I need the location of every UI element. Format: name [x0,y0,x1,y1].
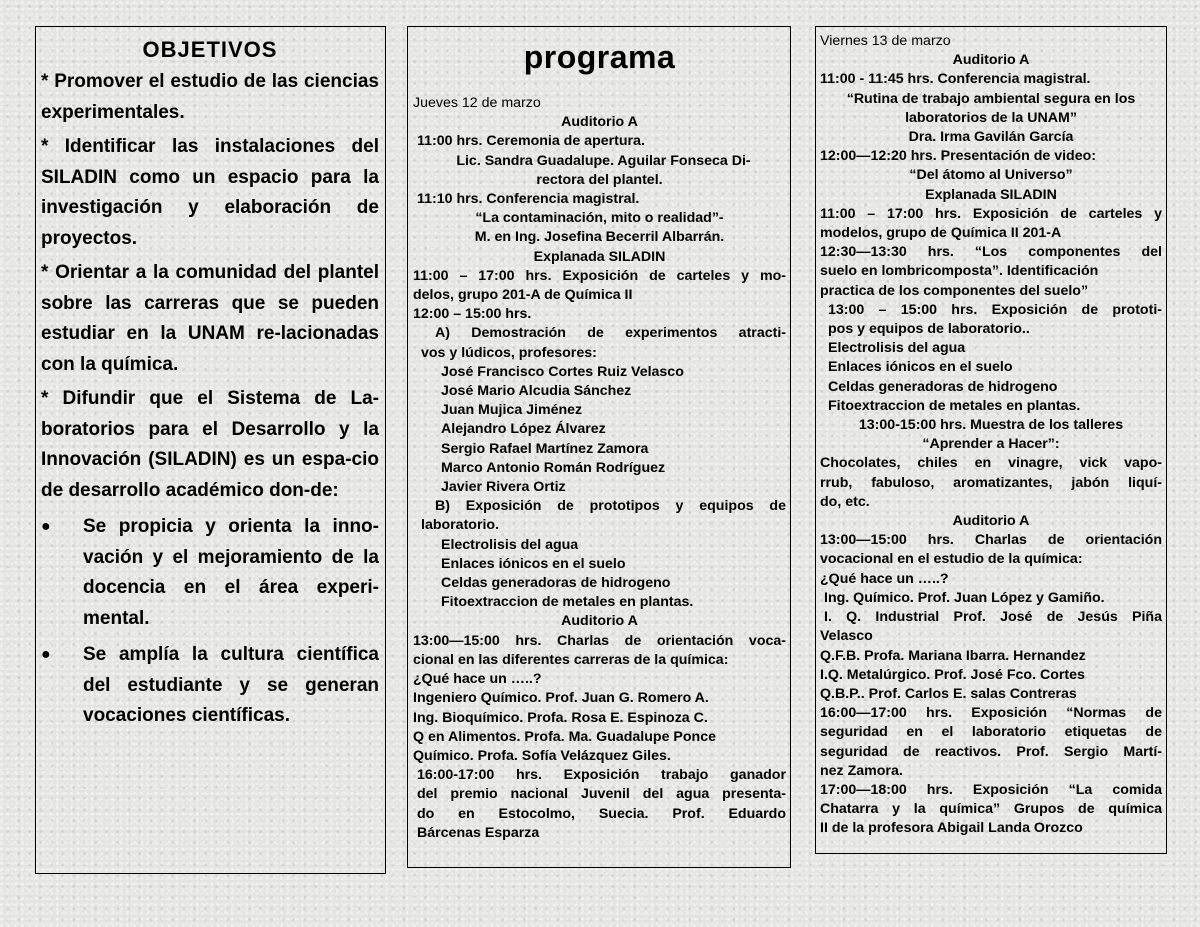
programa-title: programa [523,39,676,75]
programa-line: 17:00—18:00 hrs. Exposición “La comida [820,781,1162,798]
programa-line: seguridad de reactivos. Prof. Sergio Martí- [820,743,1162,760]
objetivo-4: * Difundir que el Sistema de La-boratorios para el Desarrollo y la Innovación (SILADIN) es un espa-cio de desarrollo académico don-de: [41,388,379,501]
programa-line: practica de los componentes del suelo” [820,282,1089,299]
programa-line: vos y lúdicos, profesores: [421,344,597,361]
objetivo-bullet-text: Se propicia y orienta la inno-vación y el mejoramiento de la docencia en el área experi-mental. [83,516,379,629]
programa-panel [407,26,791,868]
programa-line: suelo en lombricomposta”. Identificación [820,263,1099,280]
programa-line: pos y equipos de laboratorio.. [828,321,1030,338]
programa-line: Juan Mujica Jiménez [441,402,583,419]
programa-line: Jueves 12 de marzo [413,95,541,111]
programa-line: laboratorios de la UNAM” [905,109,1077,126]
programa-line: Celdas generadoras de hidrogeno [828,378,1058,395]
bullet-icon: ● [41,646,51,663]
objetivo-3: * Orientar a la comunidad del plantel sobre las carreras que se pueden estudiar en la UNAM re-lacionadas con la química. [41,262,379,375]
programa-line: del premio nacional Juvenil del agua presenta- [417,786,786,803]
programa-line: seguridad en el laboratorio etiquetas de [820,724,1162,741]
programa-line: Chatarra y la química” Grupos de química [820,801,1162,818]
programa-line: Auditorio A [561,613,638,630]
programa-line: Auditorio A [561,114,638,131]
programa-line: 13:00 – 15:00 hrs. Exposición de prototi- [828,301,1162,318]
programa-line: “Del átomo al Universo” [909,167,1073,184]
programa-line: 16:00—17:00 hrs. Exposición “Normas de [820,705,1162,722]
programa-line: 12:00 – 15:00 hrs. [413,306,532,323]
programa-line: Q en Alimentos. Profa. Ma. Guadalupe Ponce [413,728,716,745]
programa-line: 11:00 – 17:00 hrs. Exposición de carteles y mo- [413,267,786,284]
programa-line: 11:00 – 17:00 hrs. Exposición de carteles y [820,205,1162,222]
programa-line: Q.B.P.. Prof. Carlos E. salas Contreras [820,685,1077,702]
programa-line: José Mario Alcudia Sánchez [441,383,632,400]
programa-line: Celdas generadoras de hidrogeno [441,575,671,592]
programa-line: 12:30—13:30 hrs. “Los componentes del [820,244,1162,261]
programa-line: nez Zamora. [820,762,903,779]
programa-line: 11:00 - 11:45 hrs. Conferencia magistral. [820,71,1091,88]
programa-line: José Francisco Cortes Ruiz Velasco [441,363,684,380]
programa-line: modelos, grupo de Química II 201-A [820,225,1062,242]
programa-line: II de la profesora Abigail Landa Orozco [820,820,1083,837]
programa-line: Alejandro López Álvarez [441,421,606,438]
programa-line: Explanada SILADIN [925,186,1057,203]
programa-line: rectora del plantel. [536,171,663,188]
bullet-icon: ● [41,518,51,535]
programa-line: M. en Ing. Josefina Becerril Albarrán. [474,229,725,246]
objetivos-panel [35,26,386,874]
programa-line: Marco Antonio Román Rodríguez [441,459,666,476]
programa-line: Electrolisis del agua [441,536,579,553]
programa-viernes-panel [815,26,1167,854]
programa-line: Sergio Rafael Martínez Zamora [441,440,649,457]
programa-line: A) Demostración de experimentos atracti- [435,325,786,342]
programa-line: 12:00—12:20 hrs. Presentación de video: [820,148,1096,165]
objetivo-bullet-text: Se amplía la cultura científica del estudiante y se generan vocaciones científicas. [83,644,379,726]
programa-line: do en Estocolmo, Suecia. Prof. Eduardo [417,805,786,822]
programa-line: “Rutina de trabajo ambiental segura en los [846,90,1136,107]
objetivo-2: * Identificar las instalaciones del SILADIN como un espacio para la investigación y elaboración de proyectos. [41,136,379,249]
programa-line: Enlaces iónicos en el suelo [441,555,626,572]
programa-line: “Aprender a Hacer”: [922,436,1060,453]
objetivos-title: OBJETIVOS [142,37,278,62]
programa-line: 11:10 hrs. Conferencia magistral. [417,191,640,208]
objetivo-bullet-item [41,512,379,634]
programa-line: B) Exposición de prototipos y equipos de [435,498,786,515]
programa-line: Velasco [820,628,873,645]
programa-line: Ing. Químico. Prof. Juan López y Gamiño. [824,589,1105,606]
programa-line: rrub, fabuloso, aromatizantes, jabón liquí- [820,474,1162,491]
programa-line: Bárcenas Esparza [417,824,540,841]
programa-line: 13:00-15:00 hrs. Muestra de los talleres [858,417,1124,434]
programa-line: Ing. Bioquímico. Profa. Rosa E. Espinoza C. [413,709,708,726]
programa-line: Ingeniero Químico. Prof. Juan G. Romero A. [413,690,709,707]
programa-line: 13:00—15:00 hrs. Charlas de orientación voca- [413,632,786,649]
objetivo-bullet-item [41,640,379,732]
programa-line: ¿Qué hace un …..? [413,671,542,688]
programa-line: Auditorio A [952,52,1030,69]
programa-line: 16:00-17:00 hrs. Exposición trabajo ganador [417,767,786,784]
objetivo-1: * Promover el estudio de las ciencias experimentales. [41,71,379,123]
programa-line: Enlaces iónicos en el suelo [828,359,1013,376]
programa-line: Dra. Irma Gavilán García [908,129,1074,146]
programa-line: 13:00—15:00 hrs. Charlas de orientación [820,532,1162,549]
programa-line: Electrolisis del agua [828,340,966,357]
programa-line: Viernes 13 de marzo [820,33,951,49]
programa-line: ¿Qué hace un …..? [820,570,949,587]
programa-line: delos, grupo 201-A de Química II [413,287,633,304]
programa-line: Q.F.B. Profa. Mariana Ibarra. Hernandez [820,647,1086,664]
programa-line: do, etc. [820,493,870,510]
objetivos-bullet-list [41,512,379,732]
programa-line: “La contaminación, mito o realidad”- [475,210,724,227]
programa-line: laboratorio. [421,517,500,534]
programa-line: I.Q. Metalúrgico. Prof. José Fco. Cortes [820,666,1085,683]
programa-viernes-list [820,32,1162,839]
programa-line: Químico. Profa. Sofía Velázquez Giles. [413,747,671,764]
programa-jueves-list [413,94,786,843]
programa-line: Lic. Sandra Guadalupe. Aguilar Fonseca Di- [456,152,751,169]
programa-line: Javier Rivera Ortiz [441,479,566,496]
programa-line: vocacional en el estudio de la química: [820,551,1083,568]
programa-line: I. Q. Industrial Prof. José de Jesús Piña [824,609,1162,626]
programa-line: cional en las diferentes carreras de la química: [413,651,729,668]
programa-line: Auditorio A [952,513,1030,530]
programa-line: 11:00 hrs. Ceremonia de apertura. [417,133,645,150]
programa-line: Fitoextraccion de metales en plantas. [441,594,694,611]
programa-line: Explanada SILADIN [533,248,666,265]
programa-line: Fitoextraccion de metales en plantas. [828,397,1081,414]
programa-line: Chocolates, chiles en vinagre, vick vapo- [820,455,1162,472]
